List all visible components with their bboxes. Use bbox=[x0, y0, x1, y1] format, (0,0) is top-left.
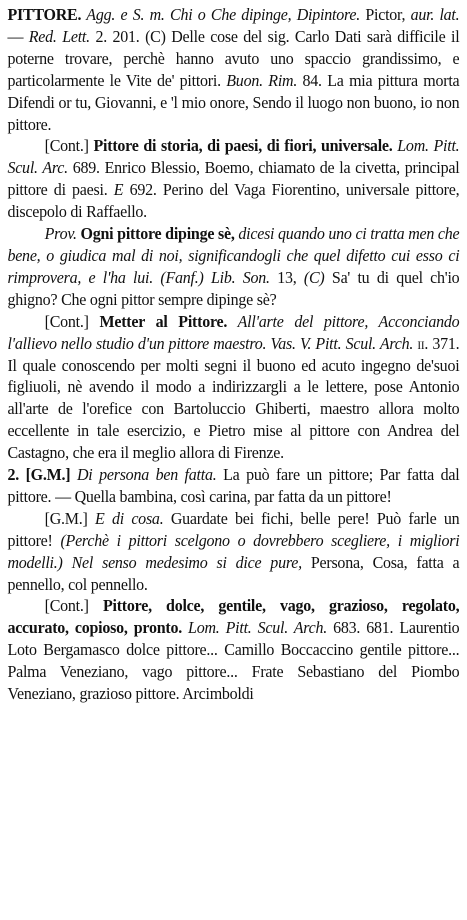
text-run: [Cont.] bbox=[44, 311, 100, 331]
text-run: La può fare un pittore; Par fatta dal pittore. — Quella bambina, così carina, par fatta da un pittore! bbox=[7, 465, 460, 506]
text-run: Metter al Pittore. bbox=[99, 311, 228, 331]
text-run: E bbox=[113, 180, 124, 200]
text-run: 683. 681. Laurentio Loto Bergamasco dolce pittore... Camillo Boccaccino gentile pittore... Palma Veneziano, vago pittore... Frate Sebastiano del Piombo Veneziano, grazioso pittore. Arcimboldi bbox=[7, 618, 460, 704]
text-run: Pittore di storia, di paesi, di fiori, universale. bbox=[93, 136, 393, 156]
text-run: ii. bbox=[417, 333, 429, 353]
text-run: Lom. Pitt. Scul. Arch. bbox=[181, 618, 328, 638]
text-run: aur. lat. bbox=[410, 5, 460, 24]
text-run: E di cosa. bbox=[95, 508, 164, 528]
text-run: All'arte del pittore, Acconciando l'allievo nello studio d'un pittore maestro. Vas. V. Pitt. Scul. Arch. bbox=[7, 311, 460, 353]
entry-pittore-dolce bbox=[7, 595, 459, 705]
text-run: 84. La mia pittura morta Difendi or tu, Giovanni, e 'l mio onore, Sendo il luogo non buono, io non pittore. bbox=[7, 70, 460, 134]
text-run: Red. Lett. bbox=[28, 26, 90, 46]
text-run: Pittore, dolce, gentile, vago, grazioso, regolato, accurato, copioso, pronto. bbox=[7, 596, 460, 638]
text-run: Prov. bbox=[44, 224, 77, 244]
text-run: Persona, Cosa, fatta a pennello, col pennello. bbox=[7, 552, 460, 594]
text-run: 2. 201. (C) Delle cose del sig. Carlo Dati sarà difficile il poterne trovare, perchè hanno avuto uno spaccio grandissimo, e particolarmente le Vite de' pittori. bbox=[7, 26, 460, 90]
text-run: 371. Il quale conoscendo per molti segni il buono ed acuto ingegno de'suoi figliuoli, nè avendo il modo a indirizzargli a le lettere, pose Antonio all'arte de l'orefice con Bartoluccio Ghiberti, maestro allora molto eccellente in tale esercizio, e Pietro mise al pittore con Andrea del Castagno, che era il meglio allora di Firenze. bbox=[7, 333, 460, 463]
text-run: [G.M.] bbox=[44, 508, 96, 528]
text-run: 692. Perino del Vaga Fiorentino, universale pittore, discepolo di Raffaello. bbox=[7, 180, 460, 222]
text-run: Guardate bei fichi, belle pere! Può farle un pittore! bbox=[7, 508, 460, 550]
text-run: Pictor, bbox=[359, 5, 411, 24]
text-run: 689. Enrico Blessio, Boemo, chiamato de la civetta, principal pittore di paesi. bbox=[7, 158, 460, 200]
entry-metter-al-pittore bbox=[7, 311, 459, 464]
entry-proverb-ogni-pittore bbox=[7, 223, 459, 311]
text-run: Buon. Rim. bbox=[226, 70, 298, 90]
text-run: Ogni pittore dipinge sè, bbox=[76, 224, 235, 244]
text-run: [Cont.] bbox=[44, 136, 94, 156]
text-run: 13, bbox=[269, 267, 304, 287]
text-run: — bbox=[7, 26, 29, 46]
text-run: Agg. e S. m. Chi o Che dipinge, Dipintore. bbox=[81, 5, 360, 24]
text-run: [Cont.] bbox=[44, 596, 103, 616]
entry-sense-2-persona bbox=[7, 464, 459, 508]
text-run: (Perchè i pittori scelgono o dovrebbero scegliere, i migliori modelli.) Nel senso medesimo si dice pure, bbox=[7, 530, 460, 572]
text-run: PITTORE. bbox=[7, 5, 82, 24]
text-run: (C) bbox=[303, 267, 325, 287]
text-run: Sa' tu di quel ch'io ghigno? Che ogni pittor sempre dipinge sè? bbox=[7, 267, 460, 309]
text-run: dicesi quando uno ci tratta men che bene, o giudica mal di noi, significandogli che quel difetto cui esso ci rimprovera, e l'ha lui. (Fanf.) Lib. Son. bbox=[7, 224, 460, 287]
entry-pittore-di-storia bbox=[7, 135, 459, 223]
text-run: Lom. Pitt. Scul. Arc. bbox=[7, 136, 460, 178]
text-run: 2. [G.M.] bbox=[7, 465, 77, 485]
text-run: Di persona ben fatta. bbox=[76, 465, 217, 485]
entry-pittore-definition bbox=[7, 4, 459, 135]
entry-di-cosa bbox=[7, 508, 459, 596]
